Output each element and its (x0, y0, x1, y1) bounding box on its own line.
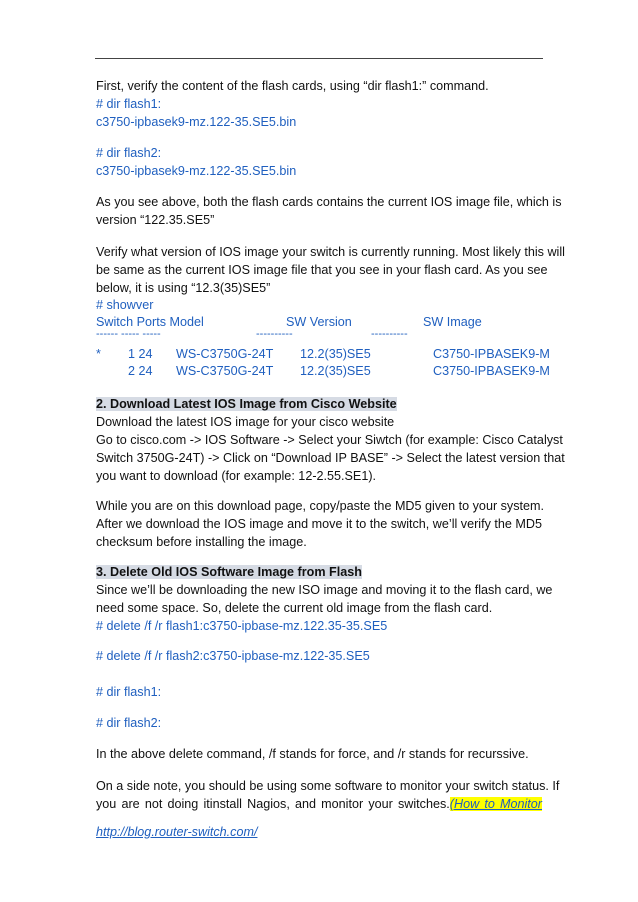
paragraph-line: In the above delete command, /f stands for force, and /r stands for recurssive. (96, 747, 529, 761)
paragraph-line: Go to cisco.com -> IOS Software -> Select your Siwtch (for example: Cisco Catalyst (96, 433, 563, 447)
row-ports: 2 24 (128, 364, 153, 378)
code-showver: # showver (96, 298, 154, 312)
paragraph-text: you are not doing itinstall Nagios, and monitor your switches. (96, 797, 450, 811)
col-sw-image: SW Image (423, 315, 482, 329)
row-version: 12.2(35)SE5 (300, 364, 371, 378)
col-sw-version: SW Version (286, 315, 352, 329)
divider-dashes: ---------- (371, 328, 408, 340)
code-dir-flash1: # dir flash1: (96, 685, 162, 699)
footer-link[interactable]: http://blog.router-switch.com/ (96, 825, 258, 839)
paragraph-line: While you are on this download page, copy/paste the MD5 given to your system. (96, 499, 545, 513)
paragraph-line: On a side note, you should be using some software to monitor your switch status. If (96, 779, 560, 793)
section-heading (96, 563, 542, 581)
section-heading (96, 395, 542, 413)
paragraph-line: checksum before installing the image. (96, 535, 307, 549)
paragraph-line: Switch 3750G-24T) -> Click on “Download IP BASE” -> Select the latest version that (96, 451, 565, 465)
code-flash1-file: c3750-ipbasek9-mz.122-35.SE5.bin (96, 115, 297, 129)
code-dir-flash2: # dir flash2: (96, 146, 162, 160)
code-dir-flash2: # dir flash2: (96, 716, 162, 730)
version-table-divider (96, 328, 542, 346)
row-ports: 1 24 (128, 347, 153, 361)
header-rule (95, 58, 543, 59)
paragraph-line: Verify what version of IOS image your switch is currently running. Most likely this will (96, 245, 565, 259)
paragraph-line: you want to download (for example: 12-2.55.SE1). (96, 469, 377, 483)
paragraph-line: Download the latest IOS image for your cisco website (96, 415, 395, 429)
row-model: WS-C3750G-24T (176, 347, 274, 361)
paragraph-line: As you see above, both the flash cards contains the current IOS image file, which is (96, 195, 562, 209)
how-to-monitor-link[interactable]: (How to Monitor (449, 797, 542, 811)
paragraph-line: After we download the IOS image and move it to the switch, we’ll verify the MD5 (96, 517, 542, 531)
table-row (96, 345, 550, 363)
row-active-marker: * (96, 347, 101, 361)
paragraph-line: version “122.35.SE5” (96, 213, 215, 227)
code-delete-flash2: # delete /f /r flash2:c3750-ipbase-mz.122-35.SE5 (96, 649, 370, 663)
paragraph-line: be same as the current IOS image file that you see in your flash card. As you see (96, 263, 548, 277)
divider-dashes: ------ ----- ----- (96, 328, 161, 340)
section-heading-delete: 3. Delete Old IOS Software Image from Flash (96, 565, 362, 579)
row-image: C3750-IPBASEK9-M (433, 347, 550, 361)
code-dir-flash1: # dir flash1: (96, 97, 162, 111)
code-flash2-file: c3750-ipbasek9-mz.122-35.SE5.bin (96, 164, 297, 178)
table-row (96, 362, 550, 380)
paragraph-line: need some space. So, delete the current old image from the flash card. (96, 601, 493, 615)
paragraph-line (96, 795, 542, 813)
row-image: C3750-IPBASEK9-M (433, 364, 550, 378)
paragraph-intro: First, verify the content of the flash cards, using “dir flash1:” command. (96, 79, 489, 93)
row-version: 12.2(35)SE5 (300, 347, 371, 361)
divider-dashes: ---------- (256, 328, 293, 340)
paragraph-line: Since we’ll be downloading the new ISO image and moving it to the flash card, we (96, 583, 553, 597)
paragraph-line: below, it is using “12.3(35)SE5” (96, 281, 271, 295)
code-delete-flash1: # delete /f /r flash1:c3750-ipbase-mz.122.35-35.SE5 (96, 619, 388, 633)
section-heading-download: 2. Download Latest IOS Image from Cisco Website (96, 397, 397, 411)
col-switch-ports-model: Switch Ports Model (96, 315, 204, 329)
row-model: WS-C3750G-24T (176, 364, 274, 378)
